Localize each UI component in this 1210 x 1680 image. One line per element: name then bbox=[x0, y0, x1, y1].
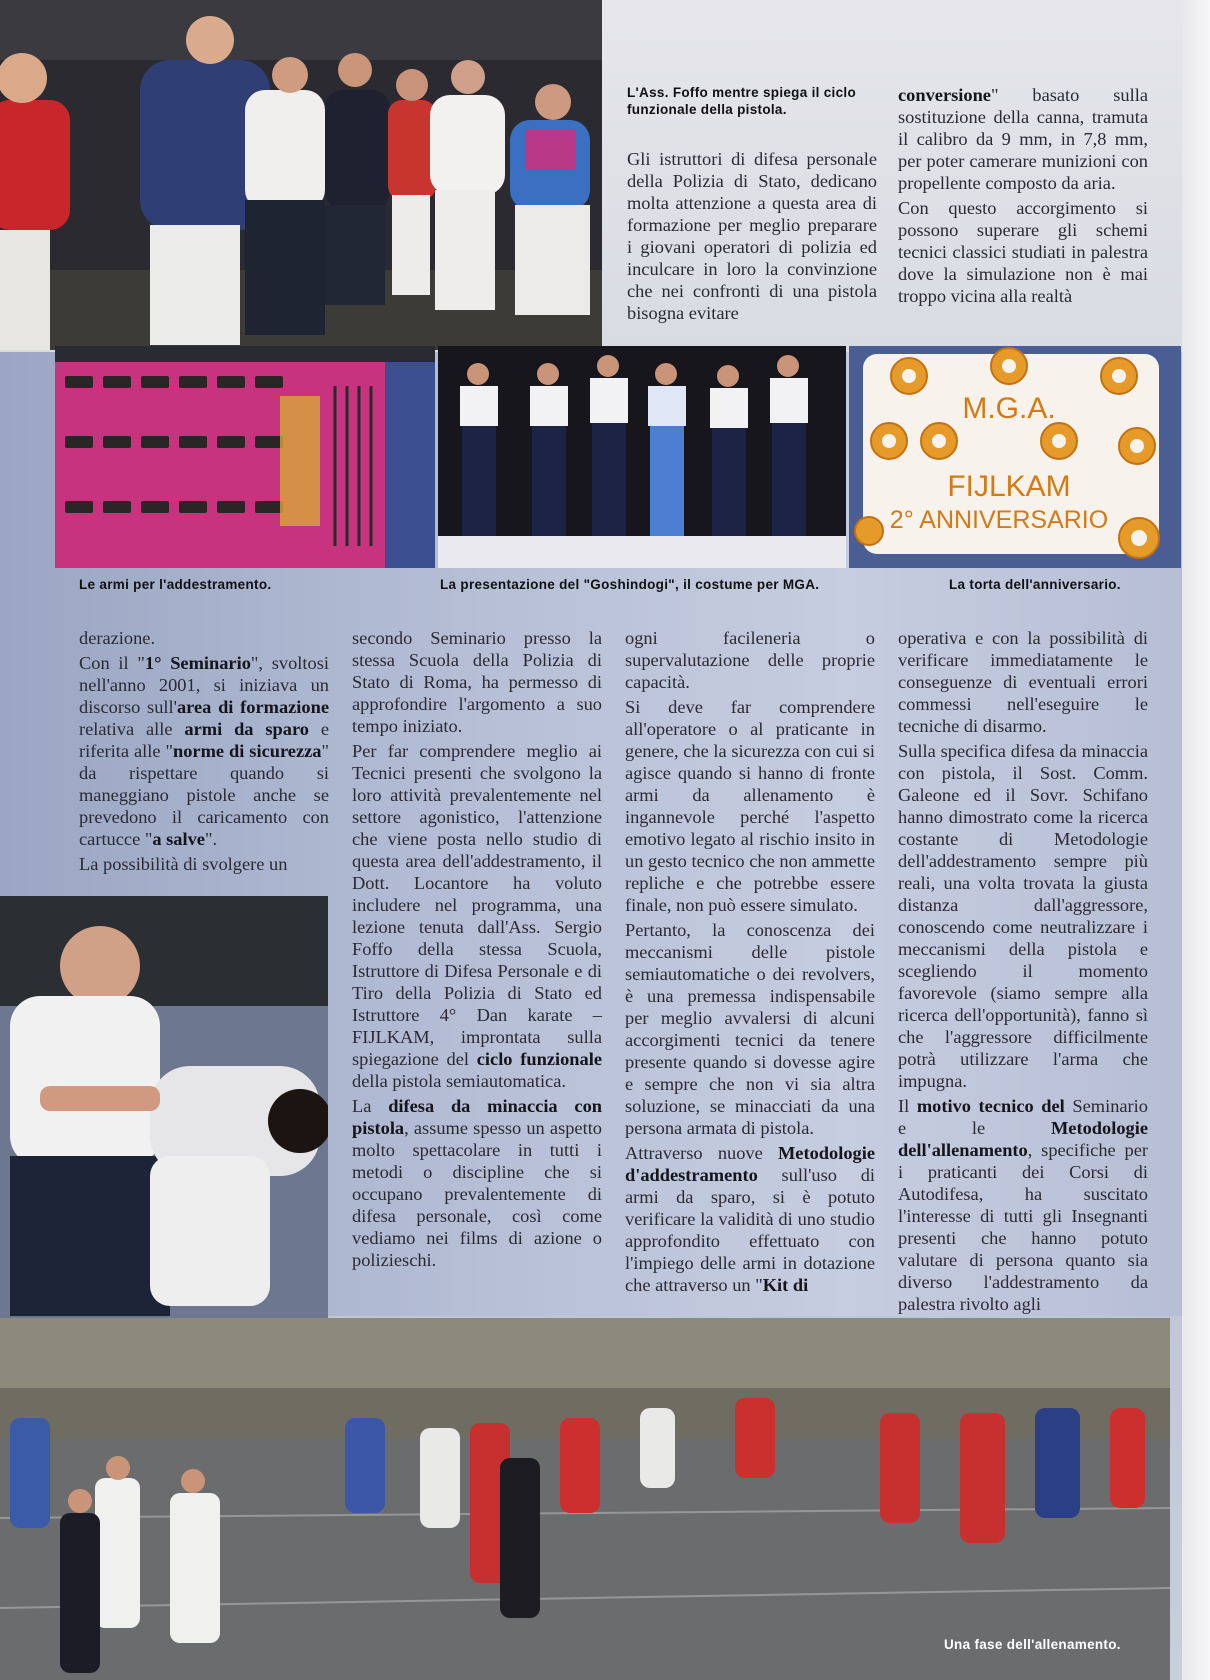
top-text-column-2 bbox=[898, 84, 1148, 310]
photo-training-session bbox=[0, 1318, 1170, 1680]
text-column-1 bbox=[79, 627, 329, 878]
paragraph: Si deve far comprendere all'operatore o al praticante in genere, che la sicurezza con cui si agisce quando si hanno di fronte armi da allenamento è ingannevole perché l'aspetto emotivo legato al rischio insito in un gesto tecnico che non ammette repliche e che potrebbe essere finale, non può essere simulato. bbox=[625, 697, 875, 915]
bold-text: conversione bbox=[898, 85, 991, 105]
cake-text-mga: M.G.A. bbox=[962, 392, 1056, 425]
caption-goshindogi: La presentazione del "Goshindogi", il costume per MGA. bbox=[440, 577, 820, 592]
paragraph: operativa e con la possibilità di verificare immediatamente le conseguenze di eventuali errori commessi nell'eseguire le tecniche di disarmo. bbox=[898, 628, 1148, 736]
paragraph bbox=[898, 84, 1148, 194]
text-column-3 bbox=[625, 627, 875, 1299]
top-text-column-1 bbox=[627, 148, 877, 327]
paragraph: Per far comprendere meglio ai Tecnici presenti che svolgono la loro attività prevalentemente nel settore agonistico, l'attenzione che viene posta nello studio di questa area dell'addestramento, il Dott. Locantore ha voluto includere nel programma, una lezione tenuta dall'Ass. Sergio Foffo della stessa Scuola, Istruttore di Difesa Personale e di Tiro della Polizia di Stato ed Istruttore 4° Dan karate – FIJLKAM, improntata sulla spiegazione del ciclo funzionale della pistola semiautomatica. bbox=[352, 741, 602, 1091]
paragraph: Attraverso nuove Metodologie d'addestramento sull'uso di armi da sparo, si è potuto verificare la validità di uno studio approfondito effettuato con l'impiego delle armi in dotazione che attraverso un "Kit di bbox=[625, 1143, 875, 1295]
page-edge bbox=[1182, 0, 1210, 1680]
paragraph: Sulla specifica difesa da minaccia con pistola, il Sost. Comm. Galeone ed il Sovr. Schifano hanno dimostrato come la ricerca costante di Metodologie dell'addestramento sempre più reali, una volta trovata la giusta distanza dall'aggressore, conoscendo come neutralizzare i meccanismi della pistola e scegliendo il momento favorevole (siamo sempre alla ricerca dell'opportunità), fanno sì che l'aggressore difficilmente potrà utilizzare l'arma che impugna. bbox=[898, 741, 1148, 1091]
photo-training-weapons bbox=[55, 346, 435, 568]
photo-disarm-demonstration bbox=[0, 896, 328, 1318]
paragraph: secondo Seminario presso la stessa Scuola della Polizia di Stato di Roma, ha permesso di approfondire l'argomento a suo tempo iniziato. bbox=[352, 628, 602, 736]
caption-weapons: Le armi per l'addestramento. bbox=[79, 577, 272, 592]
caption-cake: La torta dell'anniversario. bbox=[949, 577, 1121, 592]
text-column-2 bbox=[352, 627, 602, 1274]
paragraph: La difesa da minaccia con pistola, assume spesso un aspetto molto spettacolare in tutti i metodi o discipline che si occupano prevalentemente di difesa personale, così come vediamo nei films di azione o polizieschi. bbox=[352, 1096, 602, 1270]
photo-anniversary-cake bbox=[849, 346, 1181, 568]
caption-instructor: L'Ass. Foffo mentre spiega il ciclo funzionale della pistola. bbox=[627, 85, 857, 117]
paragraph: Con questo accorgimento si possono superare gli schemi tecnici classici studiati in palestra dove la simulazione non è mai troppo vicina alla realtà bbox=[898, 198, 1148, 306]
paragraph: Pertanto, la conoscenza dei meccanismi delle pistole semiautomatiche o dei revolvers, è una premessa indispensabile per meglio avvalersi di alcuni accorgimenti tecnici da tenere presente quando si dovesse agire e sempre che non vi sia altra soluzione, se minacciati da una persona armata di pistola. bbox=[625, 920, 875, 1138]
cake-text-fijlkam: FIJLKAM bbox=[947, 470, 1071, 503]
paragraph: Gli istruttori di difesa personale della Polizia di Stato, dedicano molta attenzione a questa area di formazione per meglio preparare i giovani operatori di polizia ed inculcare in loro la convinzione che nei confronti di una pistola bisogna evitare bbox=[627, 149, 877, 323]
caption-training: Una fase dell'allenamento. bbox=[944, 1637, 1121, 1652]
text-column-4 bbox=[898, 627, 1148, 1318]
photo-instructor-explaining bbox=[0, 0, 602, 350]
photo-goshindogi bbox=[438, 346, 846, 568]
paragraph: Con il "1° Seminario", svoltosi nell'anno 2001, si iniziava un discorso sull'area di formazione relativa alle armi da sparo e riferita alle "norme di sicurezza" da rispettare quando si maneggiano pistole anche se prevedono il caricamento con cartucce "a salve". bbox=[79, 653, 330, 849]
paragraph: derazione. bbox=[79, 628, 156, 648]
cake-text-anniversary: 2° ANNIVERSARIO bbox=[889, 506, 1109, 534]
paragraph: La possibilità di svolgere un bbox=[79, 854, 288, 874]
paragraph: Il motivo tecnico del Seminario e le Metodologie dell'allenamento, specifiche per i praticanti dei Corsi di Autodifesa, ha suscitato l'interesse di tutti gli Insegnanti presenti che hanno potuto valutare di persona quanto sia diverso l'addestramento da palestra rivolto agli bbox=[898, 1096, 1148, 1314]
paragraph: ogni facileneria o supervalutazione delle proprie capacità. bbox=[625, 628, 875, 692]
text: " basato sulla sostituzione della canna, tramuta il calibro da 9 mm, in 7,8 mm, per poter camerare munizioni con propellente composto da aria. bbox=[898, 85, 1148, 193]
